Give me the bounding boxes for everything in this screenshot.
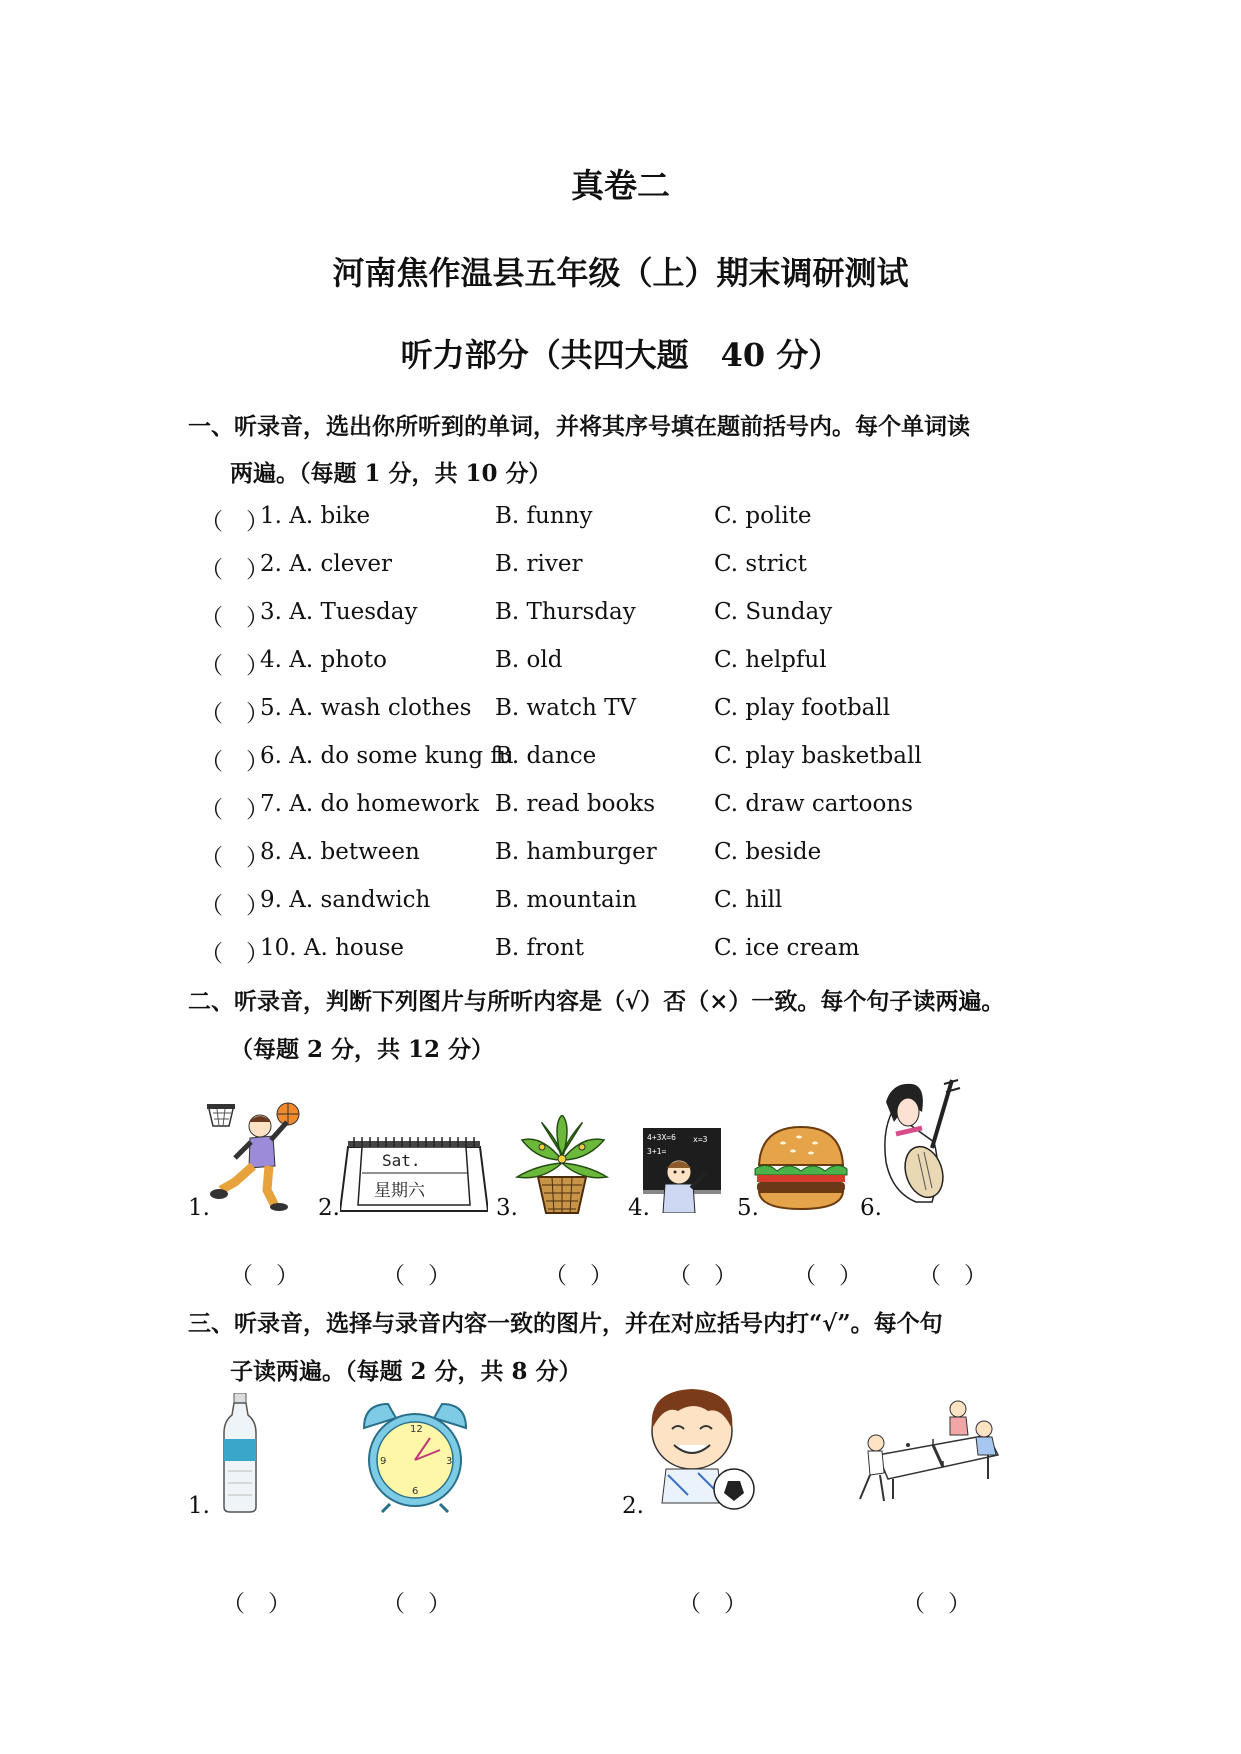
calendar-day-cn: 星期六 <box>374 1181 425 1201</box>
option-b: B. dance <box>495 743 597 769</box>
section1-instruction-line1: 一、听录音，选出你所听到的单词，并将其序号填在题前括号内。每个单词读 <box>188 413 970 440</box>
svg-text:12: 12 <box>410 1424 423 1435</box>
answer-bracket[interactable]: （ ） <box>200 605 269 631</box>
option-a: 2. A. clever <box>260 551 392 577</box>
picture-label: 5. <box>737 1195 759 1221</box>
option-c: C. play football <box>714 695 891 721</box>
option-c: C. strict <box>714 551 807 577</box>
boy-football-picture <box>638 1385 758 1513</box>
section3-instruction-line2: 子读两遍。（每题 2 分，共 8 分） <box>230 1358 582 1385</box>
option-c: C. draw cartoons <box>714 791 913 817</box>
alarm-clock-picture <box>360 1398 470 1513</box>
exam-main-title: 真卷二 <box>571 166 670 205</box>
exam-subtitle: 河南焦作温县五年级（上）期末调研测试 <box>332 254 909 292</box>
option-a: 8. A. between <box>260 839 420 865</box>
option-a: 7. A. do homework <box>260 791 479 817</box>
option-c: C. Sunday <box>714 599 833 625</box>
answer-bracket[interactable]: （ ） <box>200 653 269 679</box>
option-b: B. read books <box>495 791 656 817</box>
option-a: 6. A. do some kung fu <box>260 743 514 769</box>
basketball-player-picture <box>205 1102 305 1212</box>
option-a: 5. A. wash clothes <box>260 695 472 721</box>
option-a: 10. A. house <box>260 935 405 961</box>
answer-bracket[interactable]: （ ） <box>678 1591 747 1617</box>
svg-text:9: 9 <box>380 1456 387 1467</box>
option-c: C. play basketball <box>714 743 922 769</box>
svg-text:6: 6 <box>412 1486 419 1497</box>
answer-bracket[interactable]: （ ） <box>382 1263 451 1289</box>
listening-part-title: 听力部分（共四大题 40 分） <box>400 336 841 374</box>
answer-bracket[interactable]: （ ） <box>200 749 269 775</box>
answer-bracket[interactable]: （ ） <box>902 1591 971 1617</box>
picture-label: 1. <box>188 1493 210 1519</box>
section3-instruction-line1: 三、听录音，选择与录音内容一致的图片，并在对应括号内打“√”。每个句 <box>188 1310 943 1337</box>
svg-text:3+1=: 3+1= <box>647 1147 667 1156</box>
answer-bracket[interactable]: （ ） <box>200 701 269 727</box>
answer-bracket[interactable]: （ ） <box>200 941 269 967</box>
svg-text:x=3: x=3 <box>693 1135 708 1144</box>
picture-label: 4. <box>628 1195 650 1221</box>
water-bottle-picture <box>222 1393 258 1513</box>
option-c: C. ice cream <box>714 935 860 961</box>
option-c: C. helpful <box>714 647 827 673</box>
answer-bracket[interactable]: （ ） <box>918 1263 987 1289</box>
answer-bracket[interactable]: （ ） <box>200 845 269 871</box>
option-a: 9. A. sandwich <box>260 887 431 913</box>
hamburger-picture <box>753 1125 849 1210</box>
picture-label: 3. <box>496 1195 518 1221</box>
answer-bracket[interactable]: （ ） <box>668 1263 737 1289</box>
svg-text:4+3X=6: 4+3X=6 <box>647 1133 676 1142</box>
calendar-day-en: Sat. <box>382 1151 421 1170</box>
option-b: B. old <box>495 647 563 673</box>
blackboard-boy-picture <box>643 1128 721 1213</box>
option-a: 4. A. photo <box>260 647 387 673</box>
section1-instruction-line2: 两遍。（每题 1 分，共 10 分） <box>230 460 552 487</box>
pipa-player-picture <box>872 1072 964 1204</box>
option-b: B. watch TV <box>495 695 637 721</box>
answer-bracket[interactable]: （ ） <box>544 1263 613 1289</box>
picture-label: 1. <box>188 1195 210 1221</box>
potted-plant-picture <box>512 1115 612 1215</box>
section2-instruction-line1: 二、听录音，判断下列图片与所听内容是（√）否（×）一致。每个句子读两遍。 <box>188 988 1005 1015</box>
section2-instruction-line2: （每题 2 分，共 12 分） <box>230 1036 495 1063</box>
answer-bracket[interactable]: （ ） <box>222 1591 291 1617</box>
answer-bracket[interactable]: （ ） <box>382 1591 451 1617</box>
option-c: C. hill <box>714 887 783 913</box>
answer-bracket[interactable]: （ ） <box>200 893 269 919</box>
option-c: C. polite <box>714 503 812 529</box>
answer-bracket[interactable]: （ ） <box>230 1263 299 1289</box>
picture-label: 2. <box>318 1195 340 1221</box>
option-b: B. Thursday <box>495 599 636 625</box>
option-b: B. hamburger <box>495 839 657 865</box>
answer-bracket[interactable]: （ ） <box>200 509 269 535</box>
answer-bracket[interactable]: （ ） <box>200 557 269 583</box>
option-b: B. front <box>495 935 584 961</box>
calendar-picture <box>340 1135 488 1213</box>
picture-label: 2. <box>622 1493 644 1519</box>
answer-bracket[interactable]: （ ） <box>200 797 269 823</box>
answer-bracket[interactable]: （ ） <box>793 1263 862 1289</box>
option-b: B. river <box>495 551 583 577</box>
picture-label: 6. <box>860 1195 882 1221</box>
option-b: B. mountain <box>495 887 637 913</box>
option-b: B. funny <box>495 503 593 529</box>
option-c: C. beside <box>714 839 822 865</box>
option-a: 3. A. Tuesday <box>260 599 418 625</box>
ping-pong-picture <box>838 1395 1008 1507</box>
option-a: 1. A. bike <box>260 503 371 529</box>
svg-text:3: 3 <box>446 1456 453 1467</box>
